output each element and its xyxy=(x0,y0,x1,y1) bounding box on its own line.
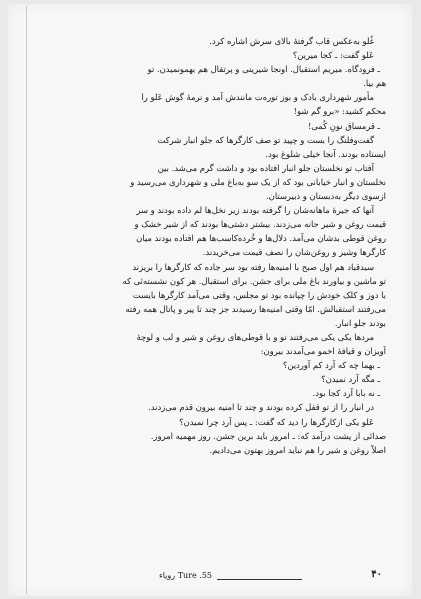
page-gutter-line xyxy=(26,6,27,594)
book-page xyxy=(8,4,412,596)
text-line: محکم کشید: «برو گم شو! xyxy=(293,106,386,117)
footer-reference: Ture .55 رویاء xyxy=(158,571,212,580)
text-line: اصلاً روغن و شیر را هم نباید امروز بهتون می‌دادیم. xyxy=(209,444,386,455)
text-line: هم بیا. xyxy=(363,78,386,89)
text-line: مأمور شهرداری بادک و بوز توره‌ت مانندش آمد و نرمهٔ گوش عَلو را xyxy=(141,92,374,103)
text-line: گفت‌وفلنگ را بست و چپید تو صف کارگرها که جلو انبار شرکت xyxy=(157,134,374,145)
text-line: آویزان و قیافهٔ اخمو می‌آمدند بیرون: xyxy=(260,346,386,357)
text-line: نخلستان و انبار خیابانی بود که از یک سو به‌باغ ملی و شهرداری می‌رسید و xyxy=(130,176,386,187)
page-number: ۴۰ xyxy=(371,569,382,580)
text-line: روغن قوطی بدشان می‌آمد. دلال‌ها و خُرده‌کاسب‌ها هم افتاده بودند میان xyxy=(136,233,386,244)
text-line: قیمت روغن و شیر جانه می‌زدند. بیشتر دشتی‌ها بودند که از شیر خشک و xyxy=(134,219,386,230)
text-line: سیدقباد هم اول صبح با امنیه‌ها رفته بود سر جاده که کارگرها را بریزند xyxy=(132,261,374,272)
text-line: آفتاب تو نخلستان جلو انبار افتاده بود و داشت گرم می‌شد. بین xyxy=(157,162,374,173)
text-line: عَلو یکی ازکارگرها را دید که گفت: ـ پس آرد چرا نمیدن؟ xyxy=(179,416,374,427)
text-line: کارگرها وشیر و روغن‌شان را نصف قیمت می‌خریدند. xyxy=(202,247,386,258)
text-line: با دوز و کلک خودش را چپانده بود تو مجلس، وقتی می‌آمد کارگرها بایست xyxy=(132,289,386,300)
text-line: صدائی از پشت درآمد که: ـ امروز باید برین جشن. روز مهمیه امروز. xyxy=(150,430,386,441)
text-line: می‌رفتند استقبالش. امّا وقتی امنیه‌ها رسیدند جز چند تا پیر و پاتال همه رفته xyxy=(125,303,386,314)
page-footer xyxy=(8,567,412,587)
text-line: ـ بهما چه که آرد کم آوردین؟ xyxy=(282,360,380,371)
text-line: ازسوی دیگر به‌دبستان و دبیرستان. xyxy=(266,191,386,202)
text-line: عَلو گفت: ـ کجا میرین؟ xyxy=(292,50,374,61)
text-line: بودند جلو انبار. xyxy=(334,317,386,328)
text-line: ـ مگه آرد نمیدن؟ xyxy=(321,374,380,385)
text-line: ـ نه بابا آرد کجا بود. xyxy=(312,388,380,399)
text-line: آنها که جیرهٔ ماهانه‌شان را گرفته بودند زیر نخل‌ها لم داده بودند و سر xyxy=(136,205,374,216)
body-text xyxy=(48,34,386,457)
text-line: تو ماشین و بیاورند باغ ملی برای جشن. برای استقبال. هر کون نشسته‌ئی که xyxy=(122,275,386,286)
footer-underline xyxy=(217,579,302,580)
text-line: ـ قرمساق نونِ کُمی! xyxy=(307,120,380,131)
text-line: غُلو به‌عکس قاب گرفته‌ٔ بالای سرش اشاره کرد. xyxy=(209,36,374,46)
text-line: ایستاده بودند. آنجا خیلی شلوغ بود. xyxy=(265,148,386,159)
text-line: مردها یکی یکی می‌رفتند تو و با قوطی‌های روغن و شیر و لب و لوچهٔ xyxy=(136,331,374,342)
text-line: در انبار را از تو قفل کرده بودند و چند تا امنیه بیرون قدم می‌زدند. xyxy=(148,402,374,413)
text-line: ـ فرودگاه. میریم استقبال. اونجا شیرینی و پرتقال هم بهمونمیدن. تو xyxy=(147,64,380,75)
